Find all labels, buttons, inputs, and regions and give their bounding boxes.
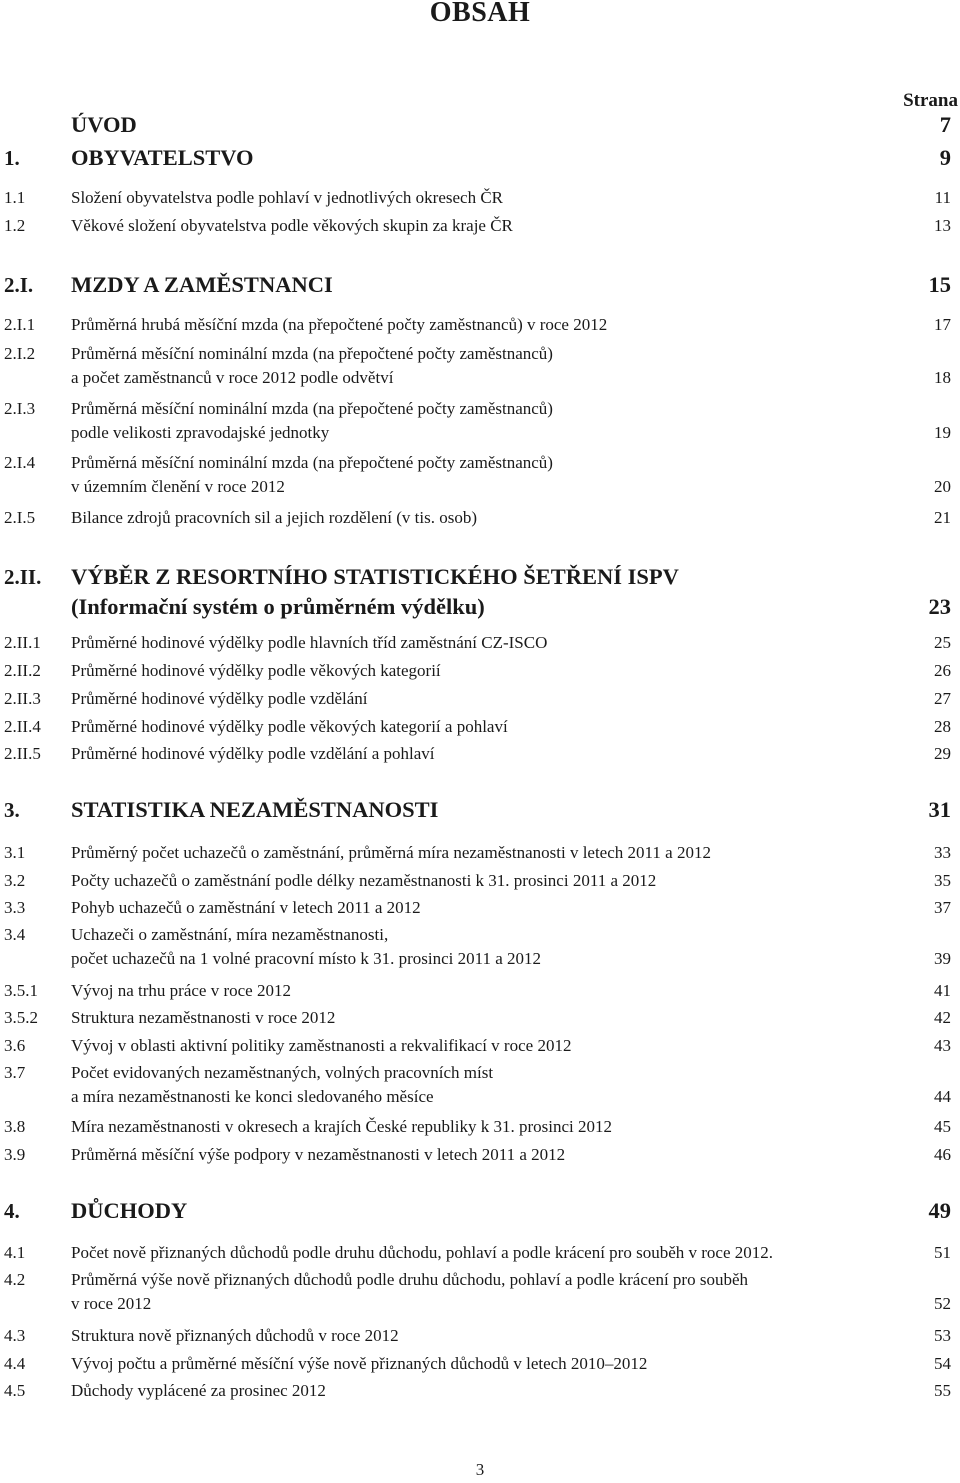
toc-number: 3.6 <box>4 1036 26 1055</box>
toc-title-line: Počet evidovaných nezaměstnaných, volných pracovních míst <box>71 1063 494 1082</box>
toc-section <box>0 110 960 140</box>
toc-title-line: Průměrné hodinové výdělky podle věkových kategorií <box>71 661 441 680</box>
toc-title-line: MZDY A ZAMĚSTNANCI <box>71 272 333 297</box>
toc-title-line: Důchody vyplácené za prosinec 2012 <box>71 1381 326 1400</box>
toc-item <box>0 451 960 499</box>
toc-title <box>71 506 881 530</box>
toc-number: 2.II. <box>4 565 42 589</box>
toc-title-line: (Informační systém o průměrném výdělku) <box>71 594 485 619</box>
toc-title <box>71 1034 881 1058</box>
toc-page-number: 43 <box>934 1036 951 1055</box>
toc-title <box>71 214 881 238</box>
toc-title <box>71 979 881 1003</box>
toc-title-line: Průměrné hodinové výdělky podle vzdělání a pohlaví <box>71 744 435 763</box>
toc-title-line: OBYVATELSTVO <box>71 145 254 170</box>
toc-number: 1.1 <box>4 188 26 207</box>
toc-title <box>71 270 881 300</box>
toc-title <box>71 869 881 893</box>
toc-item <box>0 687 960 711</box>
toc-title <box>71 631 881 655</box>
toc-page-number: 19 <box>934 423 951 442</box>
toc-number: 3.2 <box>4 871 26 890</box>
toc-title-line: STATISTIKA NEZAMĚSTNANOSTI <box>71 797 439 822</box>
toc-item <box>0 214 960 238</box>
toc-item <box>0 342 960 390</box>
toc-number: 3.8 <box>4 1117 26 1136</box>
footer-page-number: 3 <box>475 1460 485 1479</box>
toc-title-line: v územním členění v roce 2012 <box>71 477 285 496</box>
toc-number: 4. <box>4 1199 20 1223</box>
toc-number: 3.5.1 <box>4 981 38 1000</box>
toc-title <box>71 1115 881 1139</box>
toc-item <box>0 1034 960 1058</box>
toc-title <box>71 687 881 711</box>
toc-number: 4.4 <box>4 1354 26 1373</box>
toc-page-number: 13 <box>934 216 951 235</box>
toc-title <box>71 1061 881 1109</box>
toc-title-line: Průměrná měsíční výše podpory v nezaměstnanosti v letech 2011 a 2012 <box>71 1145 566 1164</box>
toc-title-line: Vývoj na trhu práce v roce 2012 <box>71 981 291 1000</box>
toc-number: 4.3 <box>4 1326 26 1345</box>
toc-page-number: 26 <box>934 661 951 680</box>
toc-item <box>0 742 960 766</box>
toc-title-line: Uchazeči o zaměstnání, míra nezaměstnanosti, <box>71 925 389 944</box>
toc-item <box>0 896 960 920</box>
toc-title <box>71 451 881 499</box>
toc-number: 2.II.5 <box>4 744 41 763</box>
toc-number: 2.I.3 <box>4 399 36 418</box>
toc-page-number: 45 <box>934 1117 951 1136</box>
toc-number: 3.1 <box>4 843 26 862</box>
toc-title-line: VÝBĚR Z RESORTNÍHO STATISTICKÉHO ŠETŘENÍ ISPV <box>71 564 679 589</box>
toc-number: 3.5.2 <box>4 1008 38 1027</box>
toc-page-number: 31 <box>928 797 951 822</box>
toc-title-line: Průměrná měsíční nominální mzda (na přepočtené počty zaměstnanců) <box>71 399 553 418</box>
toc-title-line: a počet zaměstnanců v roce 2012 podle odvětví <box>71 368 394 387</box>
toc-item <box>0 979 960 1003</box>
toc-title-line: Průměrná hrubá měsíční mzda (na přepočtené počty zaměstnanců) v roce 2012 <box>71 315 608 334</box>
toc-page-number: 25 <box>934 633 951 652</box>
toc-title-line: Složení obyvatelstva podle pohlaví v jednotlivých okresech ČR <box>71 188 503 207</box>
toc-item <box>0 1324 960 1348</box>
toc-page-number: 35 <box>934 871 951 890</box>
toc-number: 4.5 <box>4 1381 26 1400</box>
toc-page-number: 41 <box>934 981 951 1000</box>
toc-title <box>71 562 881 622</box>
toc-page-number: 18 <box>934 368 951 387</box>
toc-number: 2.I.1 <box>4 315 36 334</box>
toc-title-line: DŮCHODY <box>71 1198 188 1223</box>
toc-item <box>0 869 960 893</box>
toc-page-number: 9 <box>939 145 951 170</box>
toc-page-number: 11 <box>934 188 951 207</box>
toc-title-line: Struktura nezaměstnanosti v roce 2012 <box>71 1008 336 1027</box>
toc-title <box>71 1268 881 1316</box>
toc-title-line: Věkové složení obyvatelstva podle věkových skupin za kraje ČR <box>71 216 513 235</box>
toc-title <box>71 342 881 390</box>
toc-title <box>71 1352 881 1376</box>
toc-number: 2.I.4 <box>4 453 36 472</box>
toc-number: 2.II.1 <box>4 633 41 652</box>
toc-number: 2.I.5 <box>4 508 36 527</box>
toc-title <box>71 1324 881 1348</box>
toc-page-number: 44 <box>934 1087 951 1106</box>
toc-title <box>71 923 881 971</box>
toc-title <box>71 1196 881 1226</box>
toc-number: 3.9 <box>4 1145 26 1164</box>
toc-number: 3. <box>4 798 20 822</box>
toc-page-number: 23 <box>928 594 951 619</box>
toc-title <box>71 715 881 739</box>
toc-item <box>0 715 960 739</box>
toc-section <box>0 270 960 300</box>
toc-page-number: 17 <box>934 315 951 334</box>
toc-number: 2.II.2 <box>4 661 41 680</box>
toc-section <box>0 1196 960 1226</box>
toc-title-line: Struktura nově přiznaných důchodů v roce 2012 <box>71 1326 399 1345</box>
toc-title <box>71 110 881 140</box>
toc-title-line: Pohyb uchazečů o zaměstnání v letech 2011 a 2012 <box>71 898 421 917</box>
toc-item <box>0 1352 960 1376</box>
toc-page-number: 49 <box>928 1198 951 1223</box>
toc-page-number: 54 <box>934 1354 951 1373</box>
toc-title-line: Počet nově přiznaných důchodů podle druhu důchodu, pohlaví a podle krácení pro souběh v roce 2012. <box>71 1243 774 1262</box>
toc-section <box>0 143 960 173</box>
toc-page-number: 29 <box>934 744 951 763</box>
toc-page-number: 39 <box>934 949 951 968</box>
toc-number: 4.2 <box>4 1270 26 1289</box>
toc-page-number: 42 <box>934 1008 951 1027</box>
toc-title <box>71 1241 881 1265</box>
toc-title <box>71 1143 881 1167</box>
toc-title-line: a míra nezaměstnanosti ke konci sledovaného měsíce <box>71 1087 434 1106</box>
toc-item <box>0 1115 960 1139</box>
toc-section <box>0 795 960 825</box>
toc-title-line: Průměrné hodinové výdělky podle věkových kategorií a pohlaví <box>71 717 508 736</box>
toc-item <box>0 1241 960 1265</box>
toc-item <box>0 631 960 655</box>
toc-item <box>0 186 960 210</box>
toc-number: 2.II.3 <box>4 689 41 708</box>
toc-title-line: Vývoj v oblasti aktivní politiky zaměstnanosti a rekvalifikací v roce 2012 <box>71 1036 572 1055</box>
toc-title <box>71 313 881 337</box>
toc-item <box>0 1143 960 1167</box>
page-title: OBSAH <box>429 0 531 28</box>
toc-item <box>0 841 960 865</box>
toc-item <box>0 1061 960 1109</box>
toc-title <box>71 1006 881 1030</box>
toc-title <box>71 659 881 683</box>
toc-page-number: 27 <box>934 689 951 708</box>
toc-title <box>71 795 881 825</box>
toc-title <box>71 896 881 920</box>
toc-page-number: 20 <box>934 477 951 496</box>
toc-page-number: 21 <box>934 508 951 527</box>
toc-title-line: podle velikosti zpravodajské jednotky <box>71 423 330 442</box>
toc-item <box>0 659 960 683</box>
toc-title <box>71 397 881 445</box>
toc-page-number: 37 <box>934 898 951 917</box>
toc-page-number: 51 <box>934 1243 951 1262</box>
toc-title-line: Míra nezaměstnanosti v okresech a krajích České republiky k 31. prosinci 2012 <box>71 1117 613 1136</box>
toc-page-number: 53 <box>934 1326 951 1345</box>
toc-number: 1.2 <box>4 216 26 235</box>
toc-title-line: Průměrná měsíční nominální mzda (na přepočtené počty zaměstnanců) <box>71 453 553 472</box>
toc-number: 3.4 <box>4 925 26 944</box>
toc-title-line: Průměrné hodinové výdělky podle hlavních tříd zaměstnání CZ-ISCO <box>71 633 548 652</box>
toc-number: 4.1 <box>4 1243 26 1262</box>
toc-title-line: Bilance zdrojů pracovních sil a jejich rozdělení (v tis. osob) <box>71 508 477 527</box>
toc-title-line: Vývoj počtu a průměrné měsíční výše nově přiznaných důchodů v letech 2010–2012 <box>71 1354 648 1373</box>
toc-title-line: Počty uchazečů o zaměstnání podle délky nezaměstnanosti k 31. prosinci 2011 a 2012 <box>71 871 657 890</box>
toc-item <box>0 506 960 530</box>
toc-page-number: 55 <box>934 1381 951 1400</box>
toc-title-line: Průměrný počet uchazečů o zaměstnání, průměrná míra nezaměstnanosti v letech 2011 a 2012 <box>71 843 711 862</box>
toc-number: 2.II.4 <box>4 717 41 736</box>
toc-title <box>71 143 881 173</box>
toc-number: 2.I.2 <box>4 344 36 363</box>
toc-page-number: 28 <box>934 717 951 736</box>
toc-title <box>71 742 881 766</box>
toc-item <box>0 313 960 337</box>
toc-page-number: 7 <box>939 112 951 137</box>
toc-item <box>0 1379 960 1403</box>
toc-page-number: 33 <box>934 843 951 862</box>
toc-number: 2.I. <box>4 273 34 297</box>
toc-title <box>71 1379 881 1403</box>
toc-item <box>0 1268 960 1316</box>
toc-page-number: 46 <box>934 1145 951 1164</box>
toc-title-line: v roce 2012 <box>71 1294 152 1313</box>
toc-number: 1. <box>4 146 20 170</box>
toc-number: 3.7 <box>4 1063 26 1082</box>
toc-title-line: počet uchazečů na 1 volné pracovní místo k 31. prosinci 2011 a 2012 <box>71 949 542 968</box>
toc-title <box>71 841 881 865</box>
toc-page-number: 15 <box>928 272 951 297</box>
toc-item <box>0 923 960 971</box>
toc-title <box>71 186 881 210</box>
toc-title-line: Průměrná měsíční nominální mzda (na přepočtené počty zaměstnanců) <box>71 344 553 363</box>
toc-item <box>0 397 960 445</box>
toc-number: 3.3 <box>4 898 26 917</box>
toc-section <box>0 562 960 622</box>
toc-title-line: ÚVOD <box>71 112 137 137</box>
toc-page-number: 52 <box>934 1294 951 1313</box>
toc-item <box>0 1006 960 1030</box>
page-column-header: Strana <box>903 90 958 111</box>
toc-title-line: Průměrná výše nově přiznaných důchodů podle druhu důchodu, pohlaví a podle krácení pro souběh <box>71 1270 748 1289</box>
toc-title-line: Průměrné hodinové výdělky podle vzdělání <box>71 689 368 708</box>
